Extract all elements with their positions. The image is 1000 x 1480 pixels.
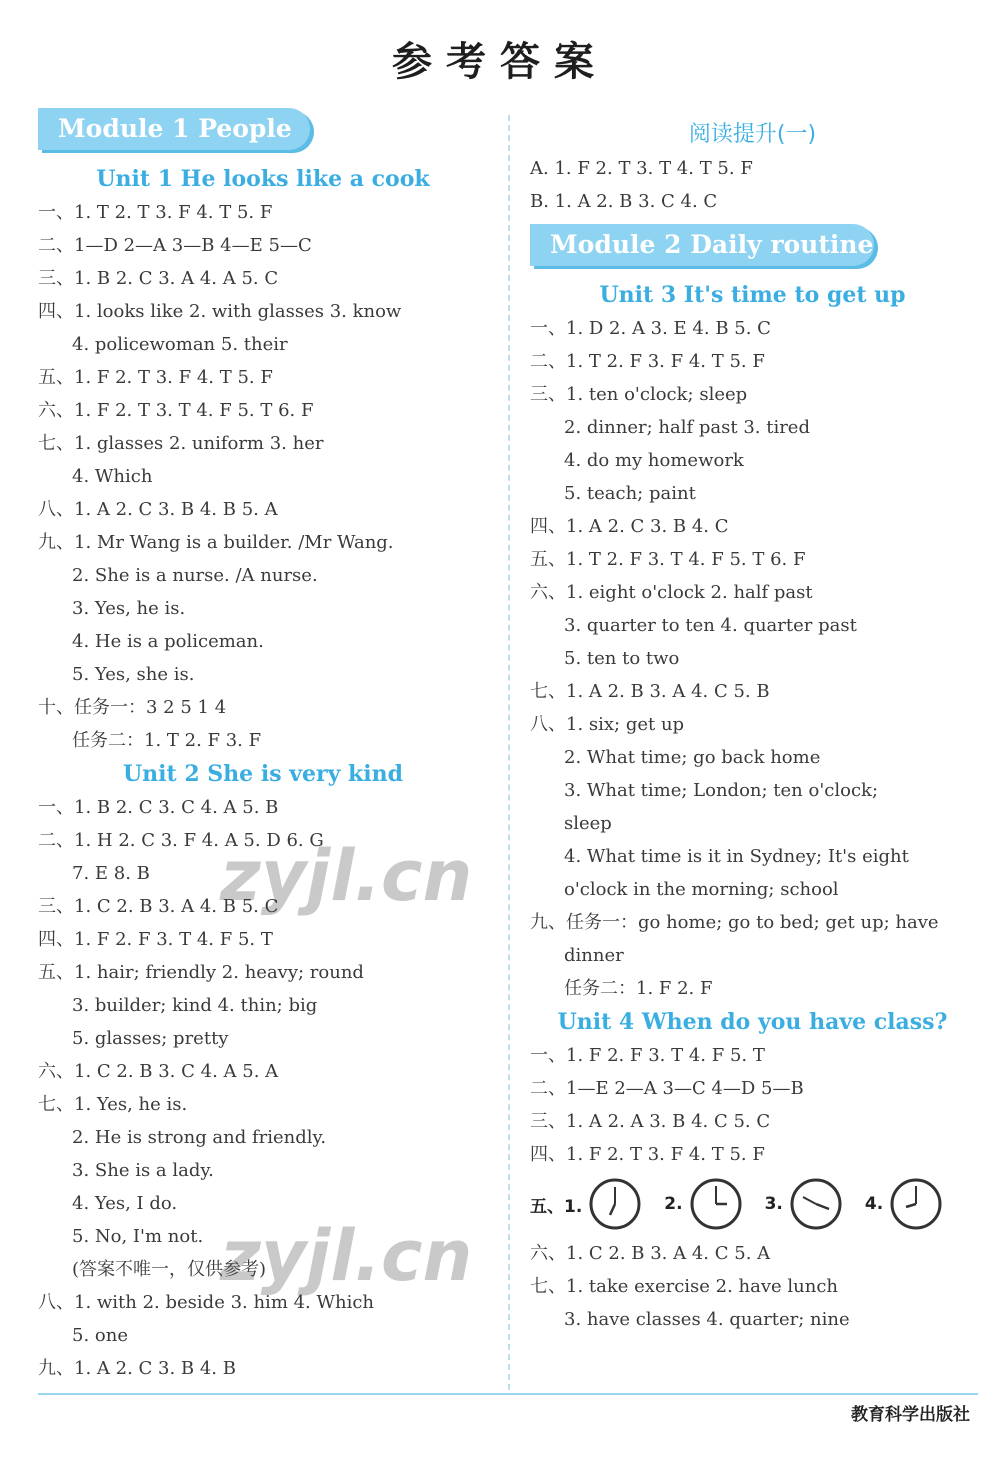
publisher-footer: 教育科学出版社 [851,1405,970,1425]
answer-line: 二、1—E 2—A 3—C 4—D 5—B [530,1078,804,1099]
answer-line: 二、1. T 2. F 3. F 4. T 5. F [530,351,765,372]
clock-num-3: 3. [764,1194,783,1214]
answer-line: 5. No, I'm not. [72,1226,204,1247]
answer-line: 4. What time is it in Sydney; It's eight [564,846,909,867]
answer-line: 三、1. A 2. A 3. B 4. C 5. C [530,1111,771,1132]
answer-line: 一、1. B 2. C 3. C 4. A 5. B [38,797,279,818]
answer-line: 四、1. looks like 2. with glasses 3. know [38,301,402,322]
watermark: zyjl.cn [220,835,473,917]
answer-line: sleep [564,813,612,834]
clock-icon [789,1177,843,1231]
column-divider [508,115,510,1390]
module-1-banner: Module 1 People [38,108,310,150]
answer-line: 三、1. C 2. B 3. A 4. B 5. C [38,896,279,917]
unit-1-heading: Unit 1 He looks like a cook [96,166,430,192]
answer-line: 八、1. six; get up [530,714,685,735]
page-title: 参考答案 [392,39,608,85]
answer-line: 六、1. C 2. B 3. A 4. C 5. A [530,1243,771,1264]
answer-line: 2. He is strong and friendly. [72,1127,327,1148]
answer-line: 四、1. F 2. F 3. T 4. F 5. T [38,929,273,950]
answer-line: 3. She is a lady. [72,1160,214,1181]
reading-answers [530,152,975,218]
answer-line: 九、1. Mr Wang is a builder. /Mr Wang. [38,532,394,553]
answer-line: 3. quarter to ten 4. quarter past [564,615,857,636]
answer-line: 二、1—D 2—A 3—B 4—E 5—C [38,235,312,256]
reading-heading: 阅读提升(一) [688,122,817,147]
answer-line: 4. Which [72,466,153,487]
answer-line: 4. Yes, I do. [72,1193,178,1214]
right-column [530,118,975,1336]
answer-line: 5. ten to two [564,648,680,669]
answer-line: 2. What time; go back home [564,747,821,768]
answer-line: 七、1. A 2. B 3. A 4. C 5. B [530,681,770,702]
clock-row [530,1171,975,1237]
answer-line: 六、1. eight o'clock 2. half past [530,582,813,603]
answer-line: 4. do my homework [564,450,744,471]
answer-line: 七、1. Yes, he is. [38,1094,188,1115]
answer-line: 2. She is a nurse. /A nurse. [72,565,318,586]
answer-line: 九、任务一：go home; go to bed; get up; have [530,912,939,933]
unit-2-heading: Unit 2 She is very kind [122,761,404,787]
answer-line: o'clock in the morning; school [564,879,839,900]
answer-line: 任务二：1. F 2. F [564,978,713,999]
answer-line: 五、1. hair; friendly 2. heavy; round [38,962,364,983]
clock-row-label: 五、1. [530,1196,583,1217]
answer-line: 3. What time; London; ten o'clock; [564,780,879,801]
answer-line: 六、1. F 2. T 3. T 4. F 5. T 6. F [38,400,314,421]
answer-line: 5. teach; paint [564,483,696,504]
answer-line: 5. glasses; pretty [72,1028,229,1049]
answer-line: 2. dinner; half past 3. tired [564,417,810,438]
answer-line: 六、1. C 2. B 3. C 4. A 5. A [38,1061,279,1082]
answer-line: 三、1. B 2. C 3. A 4. A 5. C [38,268,279,289]
module-2-banner: Module 2 Daily routine [530,224,874,266]
unit-4-answers-a [530,1039,975,1171]
unit-1-answers [38,196,488,757]
left-column [38,108,488,1385]
answer-line: 七、1. take exercise 2. have lunch [530,1276,839,1297]
answer-line: 八、1. with 2. beside 3. him 4. Which [38,1292,375,1313]
answer-line: 一、1. T 2. T 3. F 4. T 5. F [38,202,273,223]
answer-line: 八、1. A 2. C 3. B 4. B 5. A [38,499,278,520]
answer-line: (答案不唯一，仅供参考) [72,1259,267,1280]
answer-line: 3. have classes 4. quarter; nine [564,1309,850,1330]
answer-line: 5. Yes, she is. [72,664,195,685]
answer-line: 3. builder; kind 4. thin; big [72,995,318,1016]
answer-line: 五、1. F 2. T 3. F 4. T 5. F [38,367,273,388]
answer-line: B. 1. A 2. B 3. C 4. C [530,191,718,212]
answer-line: 二、1. H 2. C 3. F 4. A 5. D 6. G [38,830,324,851]
answer-line: 一、1. D 2. A 3. E 4. B 5. C [530,318,771,339]
unit-3-answers [530,312,975,1005]
answer-line: 四、1. A 2. C 3. B 4. C [530,516,729,537]
answer-line: dinner [564,945,624,966]
clock-num-2: 2. [664,1194,683,1214]
answer-line: 5. one [72,1325,128,1346]
answer-line: 九、1. A 2. C 3. B 4. B [38,1358,236,1379]
answer-line: 4. policewoman 5. their [72,334,288,355]
unit-3-heading: Unit 3 It's time to get up [599,282,906,308]
clock-icon [588,1177,642,1231]
answer-line: 五、1. T 2. F 3. T 4. F 5. T 6. F [530,549,806,570]
unit-4-answers-b [530,1237,975,1336]
bottom-rule [38,1393,978,1395]
answer-line: 一、1. F 2. F 3. T 4. F 5. T [530,1045,765,1066]
answer-line: 十、任务一：3 2 5 1 4 [38,697,227,718]
answer-line: 三、1. ten o'clock; sleep [530,384,748,405]
clock-icon [689,1177,743,1231]
answer-line: 4. He is a policeman. [72,631,264,652]
clock-num-4: 4. [864,1194,884,1214]
answer-line: 任务二：1. T 2. F 3. F [72,730,262,751]
unit-4-heading: Unit 4 When do you have class? [557,1009,948,1035]
answer-line: A. 1. F 2. T 3. T 4. T 5. F [530,158,753,179]
answer-line: 四、1. F 2. T 3. F 4. T 5. F [530,1144,765,1165]
answer-line: 7. E 8. B [72,863,150,884]
watermark: zyjl.cn [220,1215,473,1297]
answer-line: 七、1. glasses 2. uniform 3. her [38,433,324,454]
clock-icon [889,1177,943,1231]
answer-line: 3. Yes, he is. [72,598,186,619]
